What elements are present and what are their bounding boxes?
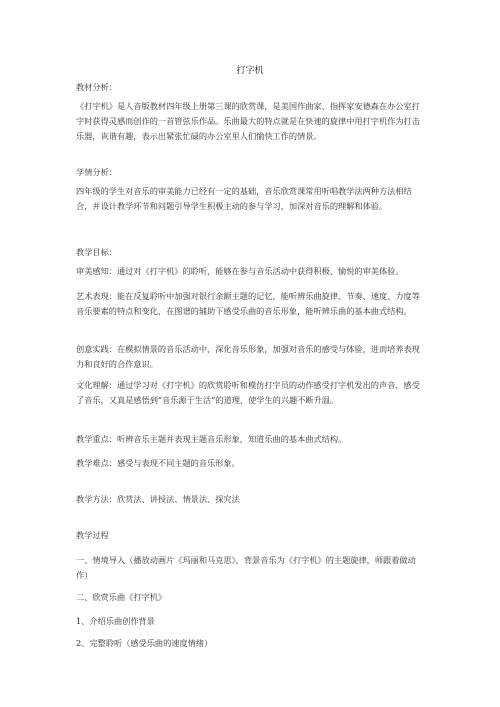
goal-practice: 创意实践：在模拟情景的音乐活动中，深化音乐形象，加强对音乐的感受与体验，进而培养表现力和良好的合作意识。 — [76, 344, 420, 369]
document-title: 打字机 — [236, 66, 264, 76]
material-heading: 教材分析： — [76, 82, 117, 92]
student-heading: 学情分析： — [76, 167, 117, 177]
difficulty: 教学难点：感受与表现不同主题的音乐形象。 — [76, 458, 240, 468]
key-point: 教学重点：听辨音乐主题并表现主题音乐形象，知道乐曲的基本曲式结构。 — [76, 434, 347, 444]
step-intro: 一、情境导入（播放动画片《玛丽和马克思》，背景音乐为《打字机》的主题旋律，师跟着做动作） — [76, 555, 416, 580]
step-background: 1、介绍乐曲创作背景 — [76, 616, 155, 626]
material-body: 《打字机》是人音版教材四年级上册第三课的欣赏课，是美国作曲家、指挥家安德森在办公室打字时获得灵感而创作的一首管弦乐作品。乐曲最大的特点就是在快速的旋律中用打字机作为打击乐器，诙谐有趣，表示出紧张忙碌的办公室里人们愉快工作的情景。 — [76, 101, 420, 141]
goals-heading: 教学目标： — [76, 247, 117, 257]
goal-performance: 艺术表现：能在反复聆听中加强对银行余额主题的记忆，能听辨乐曲旋律、节奏、速度、力度等音乐要素的特点和变化，在图谱的辅助下感受乐曲的音乐形象，能听辨乐曲的基本曲式结构。 — [76, 291, 420, 316]
teaching-methods: 教学方法：欣赏法、讲授法、情景法、探究法 — [76, 494, 240, 504]
goal-culture: 文化理解：通过学习对《打字机》的欣赏聆听和模仿打字员的动作感受打字机发出的声音，感受了音乐，又真是感悟到“音乐源于生活”的道理，使学生的兴趣不断升温。 — [76, 380, 420, 405]
step-appreciation: 二、欣赏乐曲《打字机》 — [76, 592, 167, 602]
student-body: 四年级的学生对音乐的审美能力已经有一定的基础，音乐欣赏课常用听唱教学法两种方法相结合，并设计教学环节和问题引导学生积极主动的参与学习，加深对音乐的理解和体验。 — [76, 186, 412, 211]
goal-aesthetic: 审美感知：通过对《打字机》的聆听，能够在参与音乐活动中获得积极、愉悦的审美体验。 — [76, 266, 404, 276]
process-heading: 教学过程 — [76, 530, 109, 540]
step-full-listening: 2、完整聆听（感受乐曲的速度情绪） — [76, 638, 213, 648]
